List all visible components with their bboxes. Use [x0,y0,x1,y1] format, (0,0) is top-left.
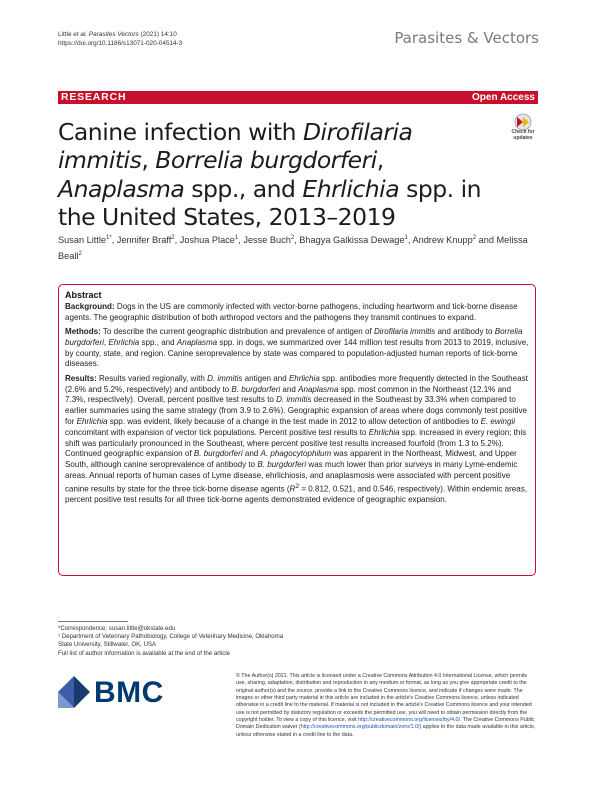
methods-italic: Dirofilaria immitis [373,327,436,337]
author-affiliation-mark: 2 [472,235,477,241]
title-italic: Borrelia burgdorferi [155,146,377,175]
abstract-heading: Abstract [65,290,102,300]
section-banner [58,91,538,104]
check-updates-label [506,129,540,141]
bmc-logo-text: BMC [94,676,164,709]
title-text: , [376,146,384,175]
methods-italic: Ehrlichia [108,337,140,347]
author-affiliation-mark: 2 [290,235,295,241]
citation-author: Little [58,31,72,38]
public-domain-link[interactable]: http://creativecommons.org/publicdomain/zero/1.0/ [300,724,420,731]
results-text: antigen and [242,373,289,383]
results-italic: Ehrlichia [368,427,400,437]
author-name[interactable]: , Jesse Buch [238,235,291,246]
results-text: decreased in the Southeast by 33.3% when compared to earlier summaries using the same strategy (from 3.9 to 2.6%). Geographic expansion of areas where dogs commonly test positive for [65,395,528,426]
methods-label: Methods: [65,327,101,337]
methods-text: spp., and [139,337,177,347]
results-label: Results: [65,373,97,383]
title-text: spp., and [184,174,303,203]
section-label: RESEARCH [61,91,127,103]
results-text: Results varied regionally, with [96,373,208,383]
results-italic: B. burgdorferi [193,449,243,459]
citation-journal: et al. Parasites Vectors [73,31,139,38]
license-text [236,673,538,739]
results-italic: Anaplasma [298,384,339,394]
results-text: spp. increased in every region; this shift was particularly pronounced in the Southeast, where percent positive test results increased fourfold (from 1.3 to 5.2%). Continued geographic expansion of [65,427,527,459]
methods-italic: Borrelia burgdorferi [65,327,523,347]
results-text: = 0.812, 0.521, and 0.546, respectively). Within endemic areas, percent positive test results for all three tick-borne agents demonstrated evidence of geographic expansion. [65,484,527,505]
results-text: spp. antibodies more frequently detected in the Southeast (2.6% and 5.2%, respectively) and antibody to [65,373,528,394]
results-text: and [242,449,261,459]
title-text: spp. in the United States, 2013–2019 [58,174,482,232]
title-italic: Dirofilaria immitis [58,118,413,175]
results-italic: R [289,484,296,494]
methods-text: spp. in dogs, we summarized over 144 million test results from 2013 to 2019, inclusive, by county, state, and region. Canine seroprevalence by state was compared to population-adjusted human reports of tick-borne diseases. [65,337,529,369]
results-text: was apparent in the Northeast, Midwest, and Upper South, although canine seroprevalence of antibody to [65,449,517,470]
open-access-badge: Open Access [472,92,535,103]
check-updates-line2: updates [513,135,533,141]
license-link[interactable]: http://creativecommons.org/licenses/by/4.0/ [358,717,460,724]
journal-name: Parasites & Vectors [394,29,539,47]
abstract-box [58,284,536,576]
title-text: , [141,146,156,175]
results-italic: D. immitis [207,373,243,383]
check-for-updates-button[interactable] [506,113,540,147]
author-affiliation-mark: 1* [106,235,112,241]
affiliation-note: ¹ Department of Veterinary Pathobiology, College of Veterinary Medicine, Oklahoma State University, Stillwater, OK, USA [58,633,284,649]
author-affiliation-mark: 1 [404,235,408,241]
license-body: © The Author(s) 2021. This article is licensed under a Creative Commons Attribution 4.0 International License, which permits use, sharing, adaptation, distribution and reproduction in any medium or format, as long as you give appropriate credit to the original author(s) and the source, provide a link to the Creative Commons licence, and indicate if changes were made. The images or other third party material in this article are included in the article's Creative Commons licence, unless indicated otherwise in a credit line to the material. If material is not included in the article's Creative Commons licence and your intended use is not permitted by statutory regulation or exceeds the permitted use, you will need to obtain permission directly from the copyright holder. To view a copy of this licence, visit [236,673,532,724]
footnotes [58,625,298,658]
author-name[interactable]: , Joshua Place [174,235,235,246]
results-superscript: 2 [295,482,300,490]
abstract-methods [65,327,529,370]
results-italic: A. phagocytophilum [260,449,332,459]
results-italic: Ehrlichia [76,416,108,426]
methods-text: , [103,337,109,347]
author-name[interactable]: , Bhagya Galkissa Dewage [294,235,405,246]
results-text: and [280,384,299,394]
methods-text: and antibody to [435,327,495,337]
results-text: was much lower than prior surveys in many Lyme-endemic areas. Annual reports of human cases of Lyme disease, ehrlichiosis, and anaplasmosis were associated with percent positive canine results by state for the three tick-borne disease agents ( [65,460,518,494]
footnote-divider [58,621,128,622]
background-text: Dogs in the US are commonly infected with vector-borne pathogens, including heartworm and tick-borne disease agents. The geographic distribution of both arthropod vectors and the pathogens they transmit continues to expand. [65,302,518,322]
title-text: Canine infection with [58,118,303,146]
correspondence-email[interactable]: *Correspondence: susan.little@okstate.edu [58,625,176,632]
results-italic: D. immitis [276,395,312,405]
results-text: spp. was evident, likely because of a change in the test made in 2012 to allow detection of antibodies to [107,416,481,426]
methods-italic: Anaplasma [176,337,218,347]
author-name[interactable]: Susan Little [58,235,107,246]
author-info-note: Full list of author information is available at the end of the article [58,649,231,657]
author-name[interactable]: and Melissa Beall [58,235,528,261]
bmc-logo-icon [58,675,90,709]
citation-year: (2021) 14:10 [140,31,177,38]
article-title [58,118,498,232]
license-body: . The Creative Commons Public Domain Dedication waiver ( [236,717,535,731]
results-italic: Ehrlichia [288,373,320,383]
author-affiliation-mark: 2 [171,235,175,241]
abstract-background [65,302,529,324]
citation-header [58,30,182,48]
methods-text: To describe the current geographic distribution and prevalence of antigen of [100,327,374,337]
results-italic: B. burgdorferi [231,384,281,394]
results-text: spp. most common in the Northeast (12.1% and 7.3%, respectively). Overall, percent positive test results to [65,384,511,405]
author-affiliation-mark: 1 [234,235,239,241]
doi-link[interactable]: https://doi.org/10.1186/s13071-020-04514-3 [58,40,183,47]
author-name[interactable]: , Jennifer Braff [111,235,172,246]
abstract-results [65,374,529,506]
results-text: concomitant with expansion of vector tick populations. Percent positive test results to [65,427,369,437]
author-list [58,232,548,263]
author-name[interactable]: , Andrew Knupp [407,235,473,246]
title-italic: Ehrlichia [302,174,400,203]
check-updates-line1: Check for [511,129,535,135]
results-italic: B. burgdorferi [257,460,307,470]
background-label: Background: [65,302,115,311]
results-italic: E. ewingii [480,416,516,426]
title-italic: Anaplasma [58,174,185,203]
author-affiliation-mark: 2 [78,250,82,257]
license-body: ) applies to the data made available in this article, unless otherwise stated in a credit line to the data. [236,724,536,738]
